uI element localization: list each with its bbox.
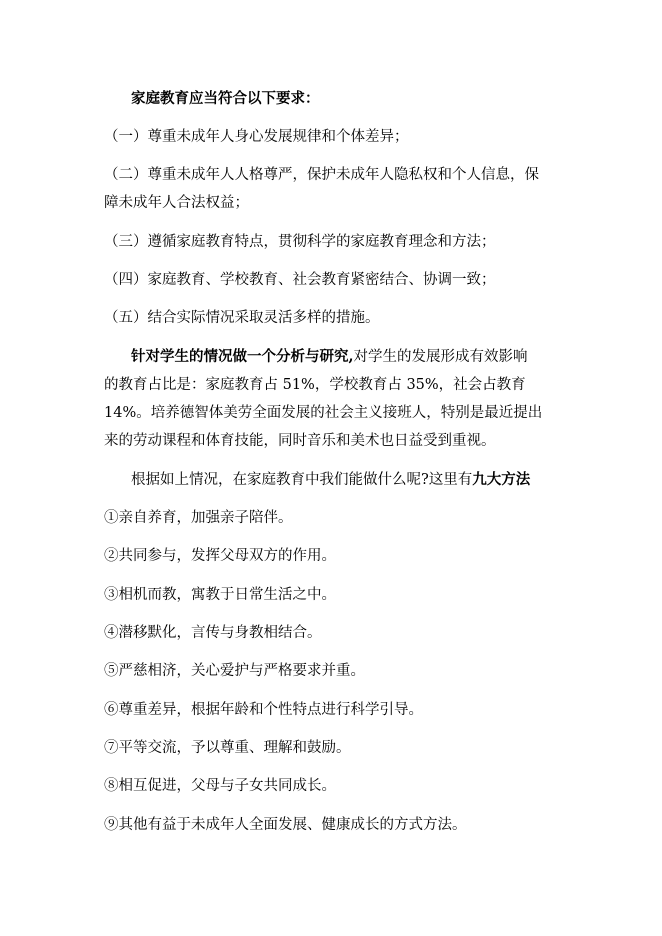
- requirement-item-4: （四）家庭教育、学校教育、社会教育紧密结合、协调一致；: [104, 272, 496, 288]
- method-item: ③相机而教，寓教于日常生活之中。: [104, 587, 336, 603]
- requirement-item-2-line-1: （二）尊重未成年人人格尊严，保护未成年人隐私权和个人信息，保: [104, 167, 539, 183]
- requirement-item-5: （五）结合实际情况采取灵活多样的措施。: [104, 310, 380, 326]
- method-item: ②共同参与，发挥父母双方的作用。: [104, 548, 336, 564]
- methods-intro-text: 根据如上情况，在家庭教育中我们能做什么呢?这里有: [131, 472, 473, 488]
- methods-intro-bold: 九大方法: [472, 471, 531, 488]
- method-item: ⑨其他有益于未成年人全面发展、健康成长的方式方法。: [104, 817, 467, 833]
- analysis-line-2: 的教育占比是：家庭教育占 51%，学校教育占 35%，社会占教育: [104, 377, 526, 393]
- requirement-item-1: （一）尊重未成年人身心发展规律和个体差异；: [104, 129, 409, 145]
- requirements-heading: 家庭教育应当符合以下要求：: [131, 90, 320, 107]
- method-item: ④潜移默化，言传与身教相结合。: [104, 625, 322, 641]
- analysis-bold-lead: 针对学生的情况做一个分析与研究,: [131, 348, 354, 365]
- method-item: ⑧相互促进，父母与子女共同成长。: [104, 778, 336, 794]
- analysis-line-1: [131, 347, 571, 367]
- method-item: ①亲自养育，加强亲子陪伴。: [104, 510, 293, 526]
- method-item: ⑤严慈相济，关心爱护与严格要求并重。: [104, 663, 365, 679]
- requirement-item-2-line-2: 障未成年人合法权益；: [104, 195, 249, 211]
- requirement-item-3: （三）遵循家庭教育特点，贯彻科学的家庭教育理念和方法；: [104, 234, 496, 250]
- analysis-line-1-rest: 对学生的发展形成有效影响: [353, 349, 528, 365]
- analysis-line-4: 来的劳动课程和体育技能，同时音乐和美术也日益受到重视。: [104, 433, 496, 449]
- method-item: ⑦平等交流，予以尊重、理解和鼓励。: [104, 740, 351, 756]
- analysis-line-3: 14%。培养德智体美劳全面发展的社会主义接班人，特别是最近提出: [104, 405, 543, 421]
- method-item: ⑥尊重差异，根据年龄和个性特点进行科学引导。: [104, 702, 423, 718]
- methods-intro: [131, 470, 571, 490]
